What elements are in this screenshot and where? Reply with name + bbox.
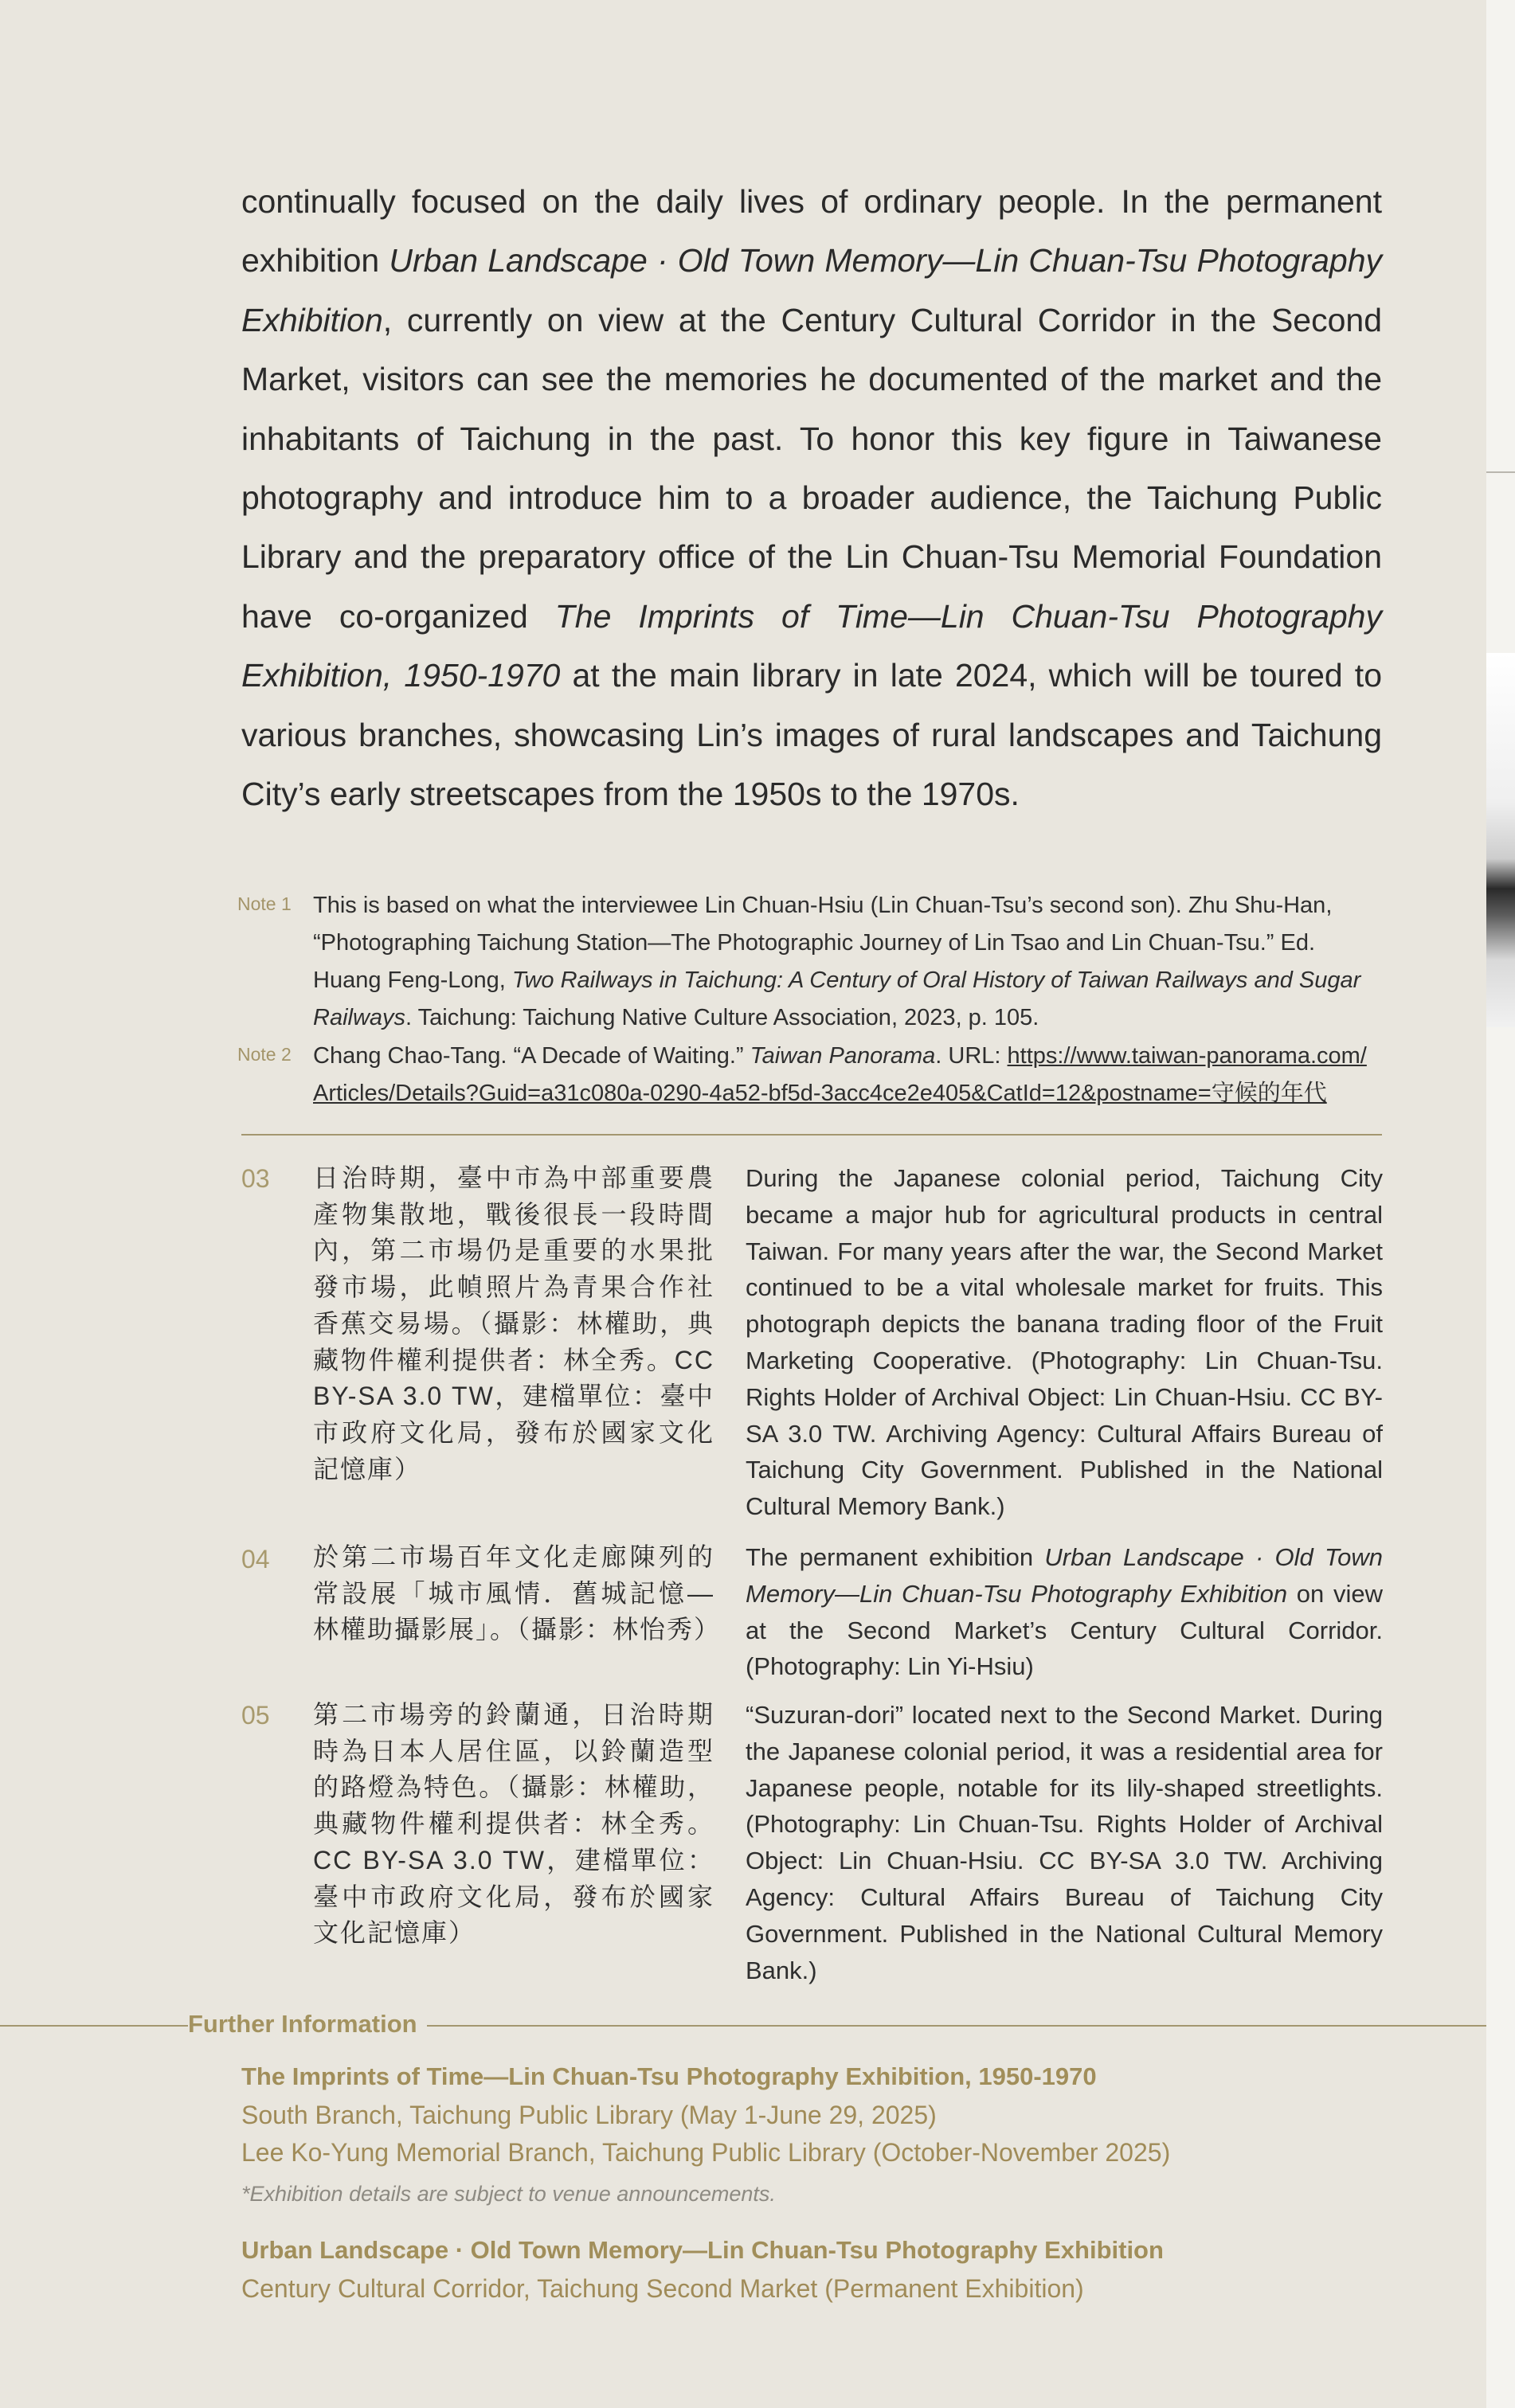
caption-05-en: “Suzuran-dori” located next to the Second Market. During the Japanese colonial period, it was a residential area for Japanese people, notable for its lily-shaped streetlights. (Photography: Lin Chuan-Tsu. Rights Holder of Archival Object: Lin Chuan-Hsiu. CC BY-SA 3.0 TW. Archiving Agency: Cultural Affairs Bureau of Taichung City Government. Published in the National Cultural Memory Bank.) — [746, 1701, 1383, 1984]
caption-05-number: 05 — [241, 1701, 270, 1730]
note-1-text-part: . Taichung: Taichung Native Culture Association, 2023, p. 105. — [405, 1005, 1039, 1030]
exhibition-1-note: *Exhibition details are subject to venue announcements. — [241, 2182, 776, 2206]
adjacent-page-rule — [1486, 471, 1515, 473]
caption-04-en — [746, 1539, 1383, 1685]
body-text: at the main library in late 2024, which will be toured to various branches, showcasing Lin’s images of rural landscapes and Taichung City’s early streetscapes from the 1950s to the 1970s. — [241, 657, 1382, 813]
note-2-magazine-title: Taiwan Panorama — [750, 1043, 936, 1069]
body-paragraph — [241, 172, 1382, 823]
adjacent-page-photo-edge — [1486, 653, 1515, 1027]
further-info-heading: Further Information — [188, 2010, 427, 2039]
note-2-text-part: . URL: — [935, 1043, 1008, 1069]
body-exhibition-title-1: Urban Landscape · Old Town Memory—Lin Chuan-Tsu Photography Exhibition — [241, 242, 1383, 338]
caption-04-en-part: on view at the Second Market’s Century Cultural Corridor. (Photography: Lin Yi-Hsiu) — [746, 1579, 1383, 1681]
note-2-label: Note 2 — [237, 1044, 292, 1065]
caption-04-en-part: The permanent exhibition — [746, 1543, 1045, 1571]
exhibition-1-title: The Imprints of Time—Lin Chuan-Tsu Photography Exhibition, 1950-1970 — [241, 2062, 1097, 2090]
exhibition-2-title: Urban Landscape · Old Town Memory—Lin Chuan-Tsu Photography Exhibition — [241, 2236, 1164, 2264]
exhibition-1-venue-1: South Branch, Taichung Public Library (May 1-June 29, 2025) — [241, 2101, 937, 2129]
body-exhibition-title-2: The Imprints of Time—Lin Chuan-Tsu Photography Exhibition, 1950-1970 — [241, 597, 1382, 694]
exhibition-2-venue: Century Cultural Corridor, Taichung Second Market (Permanent Exhibition) — [241, 2274, 1084, 2303]
note-1-text-part: This is based on what the interviewee Lin Chuan-Hsiu (Lin Chuan-Tsu’s second son). Zhu Shu-Han, “Photographing Taichung Station—The Photographic Journey of Lin Tsao and Lin Chuan-Tsu.” Ed. Huang Feng-Long, — [313, 893, 1333, 993]
exhibition-1-venue-2: Lee Ko-Yung Memorial Branch, Taichung Public Library (October-November 2025) — [241, 2138, 1171, 2167]
caption-05-zh: 第二市場旁的鈴蘭通，日治時期時為日本人居住區，以鈴蘭造型的路燈為特色。（攝影：林權助，典藏物件權利提供者：林全秀。CC BY-SA 3.0 TW，建檔單位：臺中市政府文化局，發布於國家文化記憶庫） — [313, 1700, 714, 1948]
notes-divider — [241, 1134, 1382, 1136]
body-text: continually focused on the daily lives of ordinary people. In the permanent exhibition — [241, 183, 1382, 280]
body-text: , currently on view at the Century Cultural Corridor in the Second Market, visitors can see the memories he documented of the market and the inhabitants of Taichung in the past. To honor this key figure in Taiwanese photography and introduce him to a broader audience, the Taichung Public Library and the preparatory office of the Lin Chuan-Tsu Memorial Foundation have co-organized — [241, 301, 1382, 635]
caption-03-number: 03 — [241, 1164, 270, 1193]
caption-03-zh: 日治時期，臺中市為中部重要農產物集散地，戰後很長一段時間內，第二市場仍是重要的水果批發市場，此幀照片為青果合作社香蕉交易場。（攝影：林權助，典藏物件權利提供者：林全秀。CC BY-SA 3.0 TW，建檔單位：臺中市政府文化局，發布於國家文化記憶庫） — [313, 1163, 714, 1484]
caption-04-exhibition-title: Urban Landscape · Old Town Memory—Lin Chuan-Tsu Photography Exhibition — [746, 1543, 1384, 1608]
note-2-text-part: Chang Chao-Tang. “A Decade of Waiting.” — [313, 1043, 750, 1069]
caption-04-zh: 於第二市場百年文化走廊陳列的常設展「城市風情．舊城記憶—林權助攝影展」。（攝影：林怡秀） — [313, 1542, 722, 1644]
note-2-text — [313, 1038, 1382, 1112]
adjacent-page-edge — [1486, 0, 1515, 2408]
caption-04-number: 04 — [241, 1545, 270, 1573]
note-1-text — [313, 887, 1382, 1037]
note-1-label: Note 1 — [237, 893, 292, 914]
caption-03-en: During the Japanese colonial period, Taichung City became a major hub for agricultural products in central Taiwan. For many years after the war, the Second Market continued to be a vital wholesale market for fruits. This photograph depicts the banana trading floor of the Fruit Marketing Cooperative. (Photography: Lin Chuan-Tsu. Rights Holder of Archival Object: Lin Chuan-Hsiu. CC BY-SA 3.0 TW. Archiving Agency: Cultural Affairs Bureau of Taichung City Government. Published in the National Cultural Memory Bank.) — [746, 1164, 1383, 1521]
note-2-url-link[interactable]: https://www.taiwan-panorama.com/Articles/Details?Guid=a31c080a-0290-4a52-bf5d-3acc4ce2e405&CatId=12&postname=守候的年代 — [313, 1043, 1367, 1106]
note-1-book-title: Two Railways in Taichung: A Century of Oral History of Taiwan Railways and Sugar Railways — [313, 968, 1361, 1030]
